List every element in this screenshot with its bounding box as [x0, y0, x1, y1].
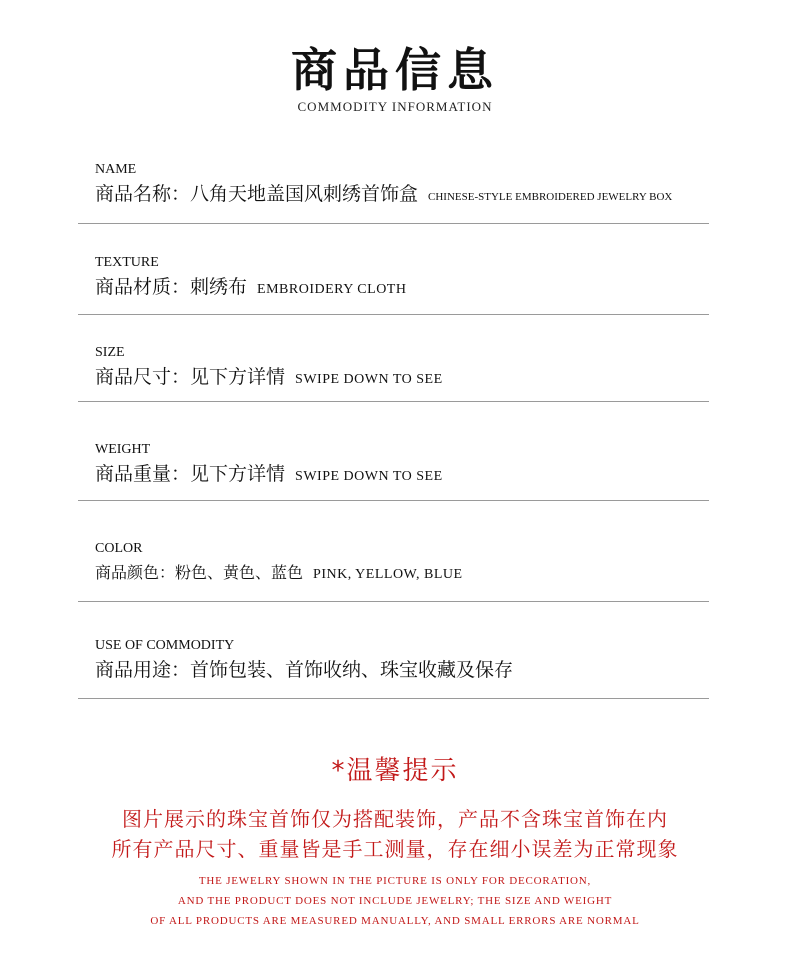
notice-title: *温馨提示 [331, 756, 459, 786]
divider [78, 314, 709, 315]
texture-en-label: TEXTURE [95, 255, 159, 270]
info-row-weight [95, 442, 775, 491]
use-cn-label: 商品用途： [95, 659, 191, 681]
info-row-texture [95, 255, 775, 304]
color-en-label: COLOR [95, 541, 143, 556]
divider [78, 223, 709, 224]
page-subtitle: COMMODITY INFORMATION [297, 99, 493, 114]
texture-en-value: EMBROIDERY CLOTH [257, 282, 407, 297]
color-en-value: PINK, YELLOW, BLUE [313, 567, 463, 582]
notice-cn-line-1: 图片展示的珠宝首饰仅为搭配装饰，产品不含珠宝首饰在内 [122, 807, 668, 831]
divider [78, 401, 709, 402]
size-cn-label: 商品尺寸： [95, 366, 191, 388]
divider [78, 698, 709, 699]
color-cn-value: 粉色、黄色、蓝色 [175, 563, 304, 582]
page-title: 商品信息 [291, 43, 499, 97]
name-cn-value: 八角天地盖国风刺绣首饰盒 [190, 183, 419, 205]
info-row-use [95, 638, 775, 685]
weight-en-label: WEIGHT [95, 442, 151, 457]
name-en-value: CHINESE-STYLE EMBROIDERED JEWELRY BOX [428, 191, 673, 203]
notice-en-line-3: OF ALL PRODUCTS ARE MEASURED MANUALLY, AND SMALL ERRORS ARE NORMAL [150, 915, 640, 927]
size-cn-value: 见下方详情 [190, 366, 286, 388]
name-cn-label: 商品名称： [95, 183, 191, 205]
use-cn-value: 首饰包装、首饰收纳、珠宝收藏及保存 [190, 659, 514, 681]
info-row-color [95, 541, 775, 589]
weight-cn-value: 见下方详情 [190, 463, 286, 485]
texture-cn-label: 商品材质： [95, 276, 191, 298]
size-en-value: SWIPE DOWN TO SEE [295, 372, 443, 387]
weight-cn-label: 商品重量： [95, 463, 191, 485]
size-en-label: SIZE [95, 345, 125, 360]
color-cn-label: 商品颜色： [95, 563, 176, 582]
use-en-label: USE OF COMMODITY [95, 638, 235, 653]
texture-cn-value: 刺绣布 [190, 276, 248, 298]
info-row-size [95, 345, 775, 394]
name-en-label: NAME [95, 162, 137, 177]
info-row-name [95, 162, 775, 211]
weight-en-value: SWIPE DOWN TO SEE [295, 469, 443, 484]
divider [78, 601, 709, 602]
notice-en-line-2: AND THE PRODUCT DOES NOT INCLUDE JEWELRY; THE SIZE AND WEIGHT [177, 895, 613, 907]
notice-en-line-1: THE JEWELRY SHOWN IN THE PICTURE IS ONLY FOR DECORATION, [198, 875, 592, 887]
notice-cn-line-2: 所有产品尺寸、重量皆是手工测量，存在细小误差为正常现象 [111, 837, 679, 861]
divider [78, 500, 709, 501]
